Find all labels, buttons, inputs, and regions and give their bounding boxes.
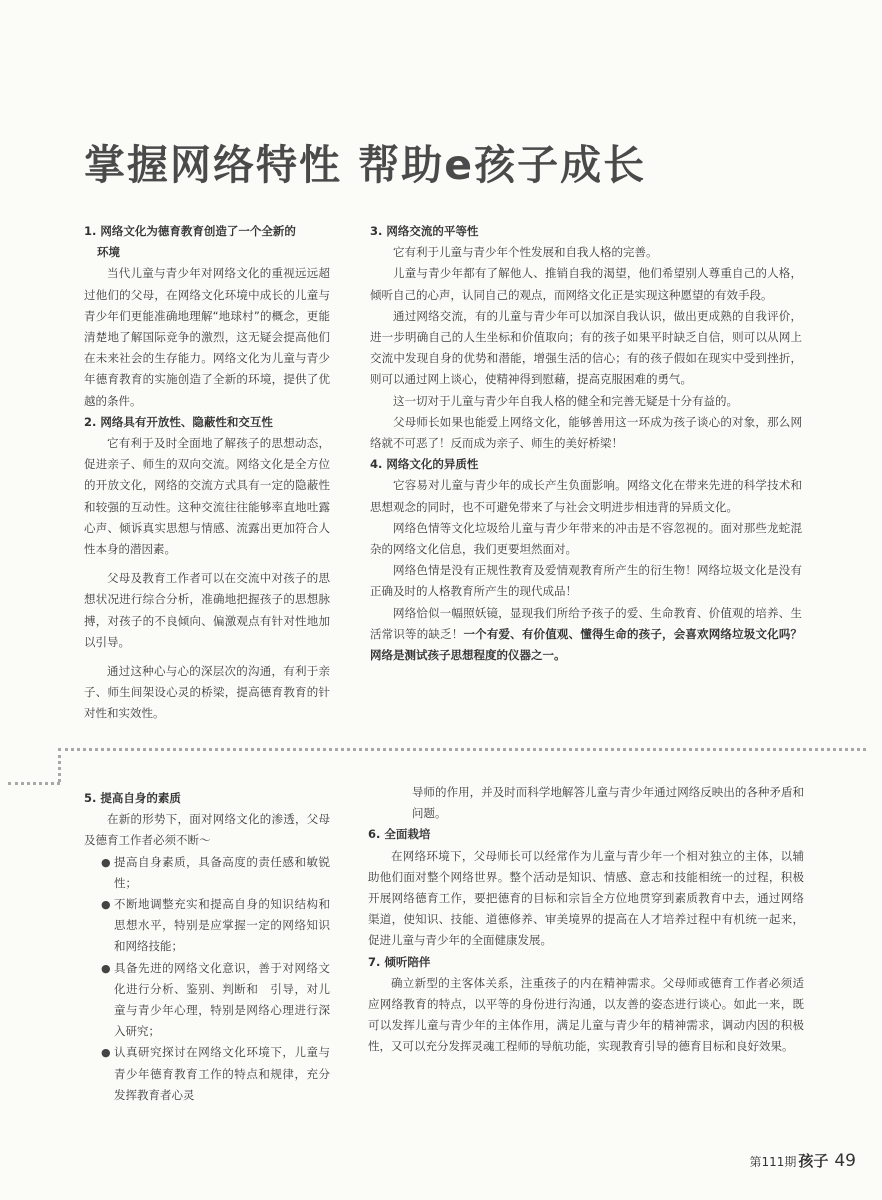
section-3-paragraph-3: 通过网络交流，有的儿童与青少年可以加深自我认识，做出更成熟的自我评价，进一步明确自己的人生坐标和价值取向；有的孩子如果平时缺乏自信，则可以从网上交流中发现自身的优势和潜能，增强生活的信心；有的孩子假如在现实中受到挫折，则可以通过网上谈心，使精神得到慰藉，提高克服困难的勇气。	[370, 308, 802, 387]
section-2-paragraph-2: 父母及教育工作者可以在交流中对孩子的思想状况进行综合分析，准确地把握孩子的思想脉搏，对孩子的不良倾向、偏激观点有针对性地加以引导。	[84, 571, 330, 649]
bullet-item: ● 不断地调整充实和提高自身的知识结构和思想水平，特别是应掌握一定的网络知识和网络技能；	[84, 894, 330, 958]
section-3-paragraph-4: 这一切对于儿童与青少年自我人格的健全和完善无疑是十分有益的。	[393, 393, 738, 408]
section-4-paragraph-1: 它容易对儿童与青少年的成长产生负面影响。网络文化在带来先进的科学技术和思想观念的同时，也不可避免带来了与社会文明进步相违背的异质文化。	[370, 478, 802, 514]
section-4-emphasis: 一个有爱、有价值观、懂得生命的孩子，会喜欢网络垃圾文化吗？网络是测试孩子思想程度的仪器之一。	[370, 626, 803, 663]
section-4-heading: 4. 网络文化的异质性	[370, 457, 479, 472]
section-2-heading: 2. 网络具有开放性、隐蔽性和交互性	[84, 414, 273, 429]
magazine-name: 孩子	[798, 1152, 829, 1170]
section-2-paragraph-1: 它有利于及时全面地了解孩子的思想动态，促进亲子、师生的双向交流。网络文化是全方位的开放文化，网络的交流方式具有一定的隐蔽性和较强的互动性。这种交流往往能够率直地吐露心声、倾诉真实思想与情感、流露出更加符合人性本身的潜因素。	[84, 436, 330, 557]
section-3-heading: 3. 网络交流的平等性	[370, 224, 479, 238]
section-5-continuation: 导师的作用，并及时而科学地解答儿童与青少年通过网络反映出的各种矛盾和问题。	[412, 785, 804, 821]
section-4-paragraph-4-text: 网络恰似一幅照妖镜，显现我们所给予孩子的爱、生命教育、价值观的培养、生活常识等的缺乏！	[370, 605, 802, 641]
bullet-item: ● 提高自身素质，具备高度的责任感和敏锐性；	[84, 852, 330, 894]
section-3-paragraph-2: 儿童与青少年都有了解他人、推销自我的渴望，他们希望别人尊重自己的人格，倾听自己的心声，认同自己的观点，而网络文化正是实现这种愿望的有效手段。	[370, 266, 802, 302]
section-1-heading-cont: 环境	[97, 245, 120, 260]
section-5-heading: 5. 提高自身的素质	[84, 791, 181, 805]
bullet-icon: ●	[101, 855, 111, 869]
column-2	[370, 221, 802, 666]
section-7-paragraph: 确立新型的主客体关系，注重孩子的内在精神需求。父母师或德育工作者必须适应网络教育的特点，以平等的身份进行沟通，以友善的姿态进行谈心。如此一来，既可以发挥儿童与青少年的主体作用，满足儿童与青少年的精神需求，调动内因的积极性，又可以充分发挥灵魂工程师的导航功能，实现教育引导的德育目标和良好效果。	[368, 975, 804, 1054]
dotted-divider-left	[8, 782, 60, 785]
section-3-paragraph-1: 它有利于儿童与青少年个性发展和自我人格的完善。	[393, 245, 658, 260]
page-footer	[749, 1150, 856, 1171]
article-title: 掌握网络特性 帮助e孩子成长	[84, 141, 647, 189]
dotted-divider	[58, 748, 866, 751]
section-6-paragraph: 在网络环境下，父母师长可以经常作为儿童与青少年一个相对独立的主体，以辅助他们面对整个网络世界。整个活动是知识、情感、意志和技能相统一的过程，积极开展网络德育工作，要把德育的目标和宗旨全方位地贯穿到素质教育中去，通过网络渠道，使知识、技能、道德修养、审美境界的提高在人才培养过程中有机统一起来，促进儿童与青少年的全面健康发展。	[368, 848, 804, 948]
bullet-icon: ●	[101, 1046, 111, 1060]
column-1	[84, 221, 330, 725]
section-2-paragraph-3: 通过这种心与心的深层次的沟通，有利于亲子、师生间架设心灵的桥梁，提高德育教育的针对性和实效性。	[84, 664, 330, 721]
bullet-icon: ●	[101, 898, 111, 912]
column-4	[368, 782, 804, 1058]
bullet-icon: ●	[101, 961, 111, 975]
dotted-divider-vertical	[58, 748, 61, 782]
bullet-item: ● 认真研究探讨在网络文化环境下，儿童与青少年德育教育工作的特点和规律，充分发挥教育者心灵	[84, 1042, 330, 1106]
section-4-paragraph-3: 网络色情是没有正规性教育及爱情观教育所产生的衍生物！网络垃圾文化是没有正确及时的人格教育所产生的现代成品！	[370, 563, 802, 599]
section-3-paragraph-5: 父母师长如果也能爱上网络文化，能够善用这一环成为孩子谈心的对象，那么网络就不可恶了！反而成为亲子、师生的美好桥梁！	[370, 414, 802, 451]
section-6-heading: 6. 全面栽培	[368, 827, 431, 842]
section-5-paragraph: 在新的形势下，面对网络文化的渗透，父母及德育工作者必须不断～	[84, 812, 330, 848]
section-1-paragraph: 当代儿童与青少年对网络文化的重视远远超过他们的父母，在网络文化环境中成长的儿童与青少年们更能准确地理解“地球村”的概念，更能清楚地了解国际竞争的激烈，这无疑会提高他们在未来社会的生存能力。网络文化为儿童与青少年德育教育的实施创造了全新的环境，提供了优越的条件。	[84, 266, 330, 408]
section-1-heading: 1. 网络文化为德育教育创造了一个全新的	[84, 224, 296, 238]
section-7-heading: 7. 倾听陪伴	[368, 954, 431, 969]
page-number: 49	[834, 1151, 856, 1171]
issue-number: 第111期	[749, 1155, 797, 1169]
section-4-paragraph-2: 网络色情等文化垃圾给儿童与青少年带来的冲击是不容忽视的。面对那些龙蛇混杂的网络文化信息，我们更要坦然面对。	[370, 520, 802, 557]
bullet-item: ● 具备先进的网络文化意识，善于对网络文化进行分析、鉴别、判断和 引导，对儿童与青少年心理，特别是网络心理进行深入研究；	[84, 958, 330, 1043]
section-4-paragraph-4	[370, 603, 802, 667]
column-3	[84, 788, 330, 1106]
